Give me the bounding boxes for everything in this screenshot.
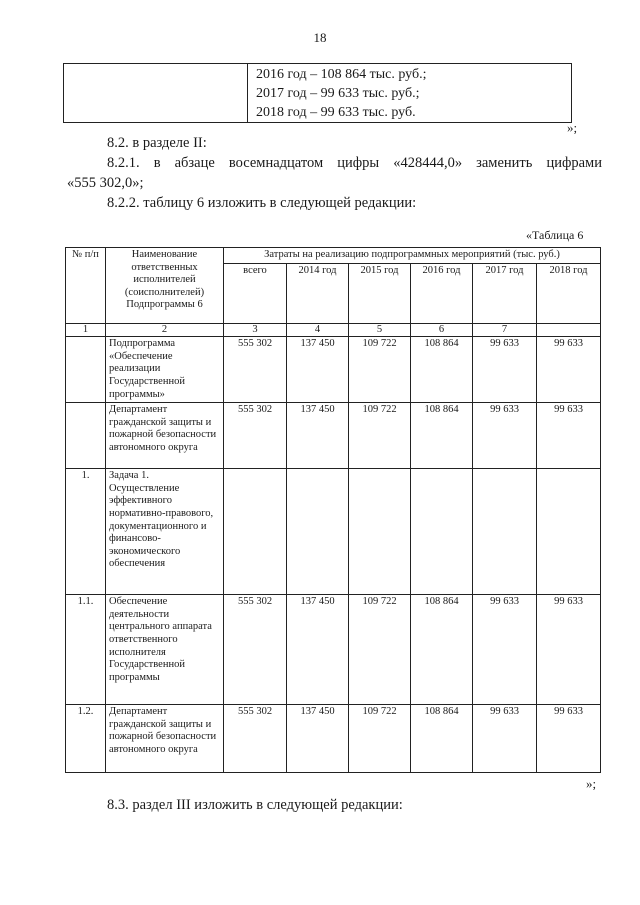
header-year-2016: 2016 год	[411, 263, 473, 323]
table-row	[66, 469, 601, 595]
row-value	[473, 469, 537, 595]
row-value: 99 633	[537, 595, 601, 705]
continuation-table	[63, 63, 572, 123]
row-value: 99 633	[473, 337, 537, 403]
index-cell: 2	[106, 323, 224, 337]
row-value: 99 633	[473, 403, 537, 469]
paragraph-8-2-1: 8.2.1. в абзаце восемнадцатом цифры «428444,0» заменить цифрами	[107, 155, 602, 171]
row-num: 1.	[66, 469, 106, 595]
row-num: 1.2.	[66, 705, 106, 773]
row-name: Обеспечение деятельности центрального аппарата ответственного исполнителя Государственной программы	[106, 595, 224, 705]
table-row	[66, 595, 601, 705]
row-value: 108 864	[411, 595, 473, 705]
table-close-mark: »;	[586, 776, 597, 791]
row-value: 99 633	[537, 705, 601, 773]
row-value: 108 864	[411, 705, 473, 773]
paragraph-8-2: 8.2. в разделе II:	[107, 135, 207, 151]
header-row-1	[66, 248, 601, 264]
index-cell: 4	[287, 323, 349, 337]
row-value	[349, 469, 411, 595]
row-value: 109 722	[349, 705, 411, 773]
funding-line-2016: 2016 год – 108 864 тыс. руб.;	[256, 67, 427, 82]
funding-line-2018: 2018 год – 99 633 тыс. руб.	[256, 105, 416, 120]
header-num: № п/п	[66, 248, 106, 324]
table-row	[66, 337, 601, 403]
row-value: 108 864	[411, 337, 473, 403]
row-name: Подпрограмма «Обеспечение реализации Государственной программы»	[106, 337, 224, 403]
row-num	[66, 403, 106, 469]
row-value: 108 864	[411, 403, 473, 469]
row-value: 109 722	[349, 595, 411, 705]
row-value: 137 450	[287, 337, 349, 403]
cost-table	[65, 247, 601, 773]
index-cell: 6	[411, 323, 473, 337]
header-year-2017: 2017 год	[473, 263, 537, 323]
index-cell: 1	[66, 323, 106, 337]
row-value	[537, 469, 601, 595]
row-value: 109 722	[349, 337, 411, 403]
row-value	[287, 469, 349, 595]
index-row	[66, 323, 601, 337]
quote-close-mark: »;	[567, 120, 578, 135]
row-value: 555 302	[224, 403, 287, 469]
row-value: 555 302	[224, 595, 287, 705]
page-number: 18	[313, 30, 327, 45]
row-value: 137 450	[287, 595, 349, 705]
row-value: 109 722	[349, 403, 411, 469]
row-value: 137 450	[287, 403, 349, 469]
funding-line-2017: 2017 год – 99 633 тыс. руб.;	[256, 86, 420, 101]
paragraph-8-2-1-cont: «555 302,0»;	[67, 175, 144, 191]
table-row	[66, 403, 601, 469]
header-year-2018: 2018 год	[537, 263, 601, 323]
table-caption: «Таблица 6	[526, 228, 584, 242]
paragraph-8-3: 8.3. раздел III изложить в следующей редакции:	[107, 797, 403, 813]
header-costs: Затраты на реализацию подпрограммных мероприятий (тыс. руб.)	[224, 248, 601, 264]
row-value: 99 633	[537, 337, 601, 403]
table-row	[66, 705, 601, 773]
index-cell: 7	[473, 323, 537, 337]
paragraph-8-2-2: 8.2.2. таблицу 6 изложить в следующей редакции:	[107, 195, 417, 211]
header-year-2014: 2014 год	[287, 263, 349, 323]
funding-lines	[256, 65, 427, 122]
row-name: Задача 1. Осуществление эффективного нормативно-правового, документационного и финансово-экономического обеспечения	[106, 469, 224, 595]
index-cell	[537, 323, 601, 337]
header-year-total: всего	[224, 263, 287, 323]
table-divider	[247, 64, 248, 122]
row-value	[224, 469, 287, 595]
row-value: 99 633	[473, 705, 537, 773]
row-name: Департамент гражданской защиты и пожарной безопасности автономного округа	[106, 705, 224, 773]
row-value: 555 302	[224, 337, 287, 403]
row-value: 99 633	[473, 595, 537, 705]
row-num	[66, 337, 106, 403]
row-num: 1.1.	[66, 595, 106, 705]
header-year-2015: 2015 год	[349, 263, 411, 323]
row-value: 137 450	[287, 705, 349, 773]
row-value: 99 633	[537, 403, 601, 469]
row-name: Департамент гражданской защиты и пожарной безопасности автономного округа	[106, 403, 224, 469]
row-value: 555 302	[224, 705, 287, 773]
row-value	[411, 469, 473, 595]
index-cell: 5	[349, 323, 411, 337]
header-name: Наименование ответственных исполнителей (соисполнителей) Подпрограммы 6	[106, 248, 224, 324]
index-cell: 3	[224, 323, 287, 337]
